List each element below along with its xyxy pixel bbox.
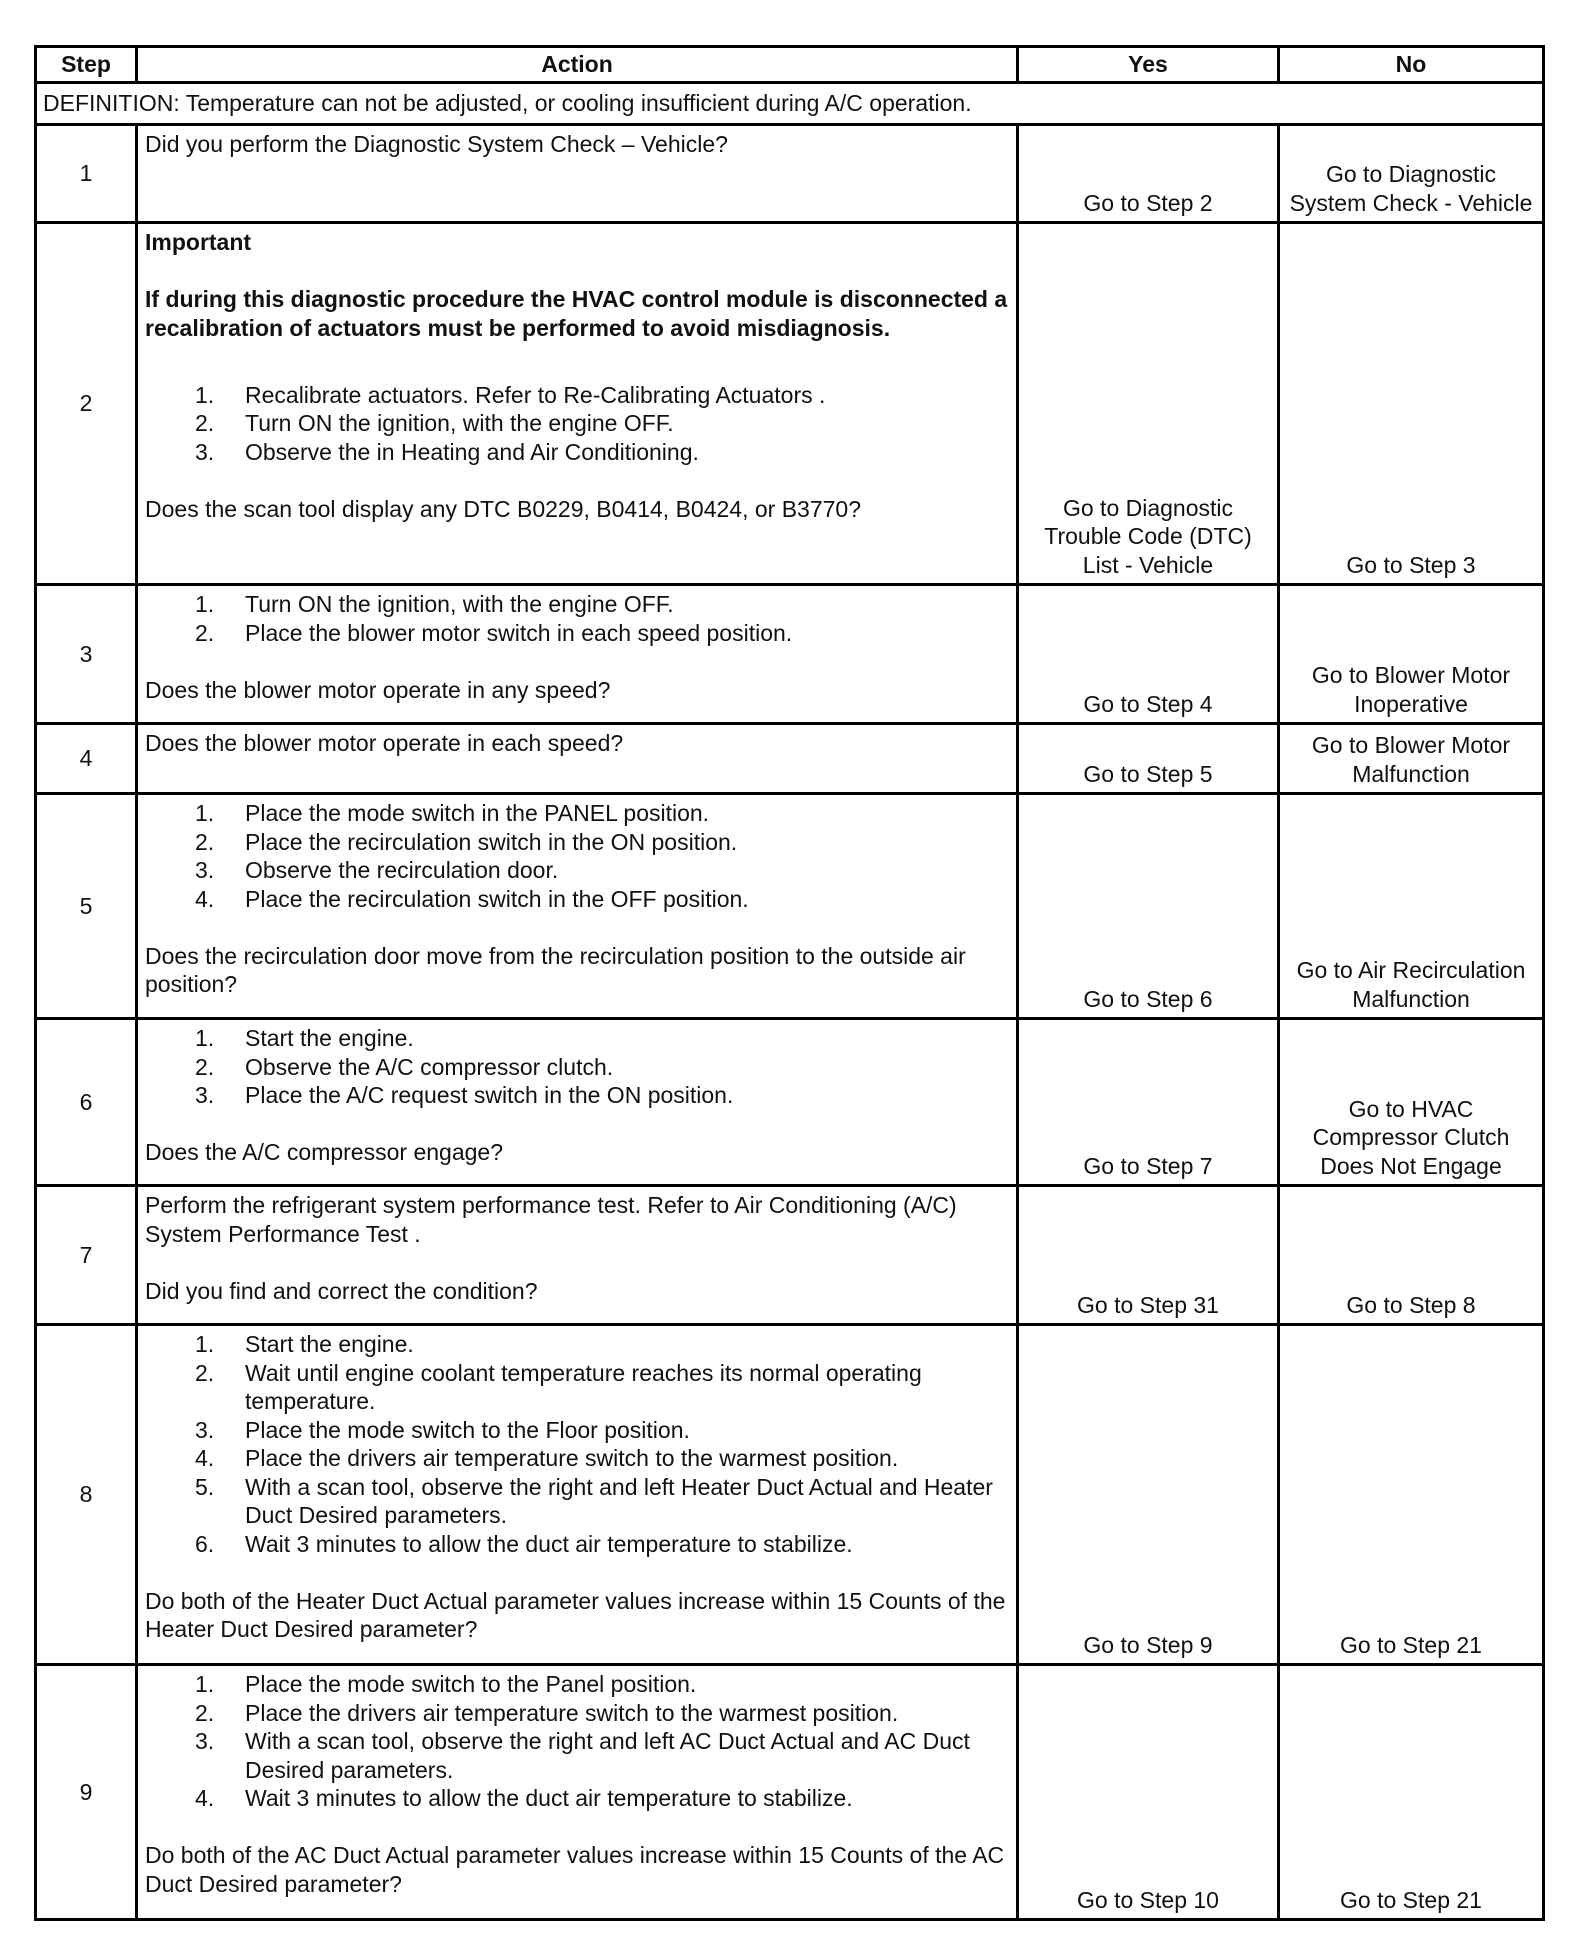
table-row (36, 1665, 1544, 1920)
list-item: 5. With a scan tool, observe the right and left Heater Duct Actual and Heater Duct Desired parameters. (195, 1473, 993, 1528)
action-cell (137, 794, 1018, 1019)
step-number: 5 (36, 794, 137, 1019)
definition-row (36, 83, 1544, 125)
diagnostic-table (34, 45, 1545, 1921)
header-no: No (1279, 47, 1544, 83)
list-item: 1. Recalibrate actuators. Refer to Re-Calibrating Actuators . (195, 381, 826, 408)
list-item: 2. Place the blower motor switch in each speed position. (195, 619, 793, 646)
intro-text: Perform the refrigerant system performance test. Refer to Air Conditioning (A/C) System Performance Test . (145, 1192, 957, 1247)
table-row (36, 585, 1544, 724)
step-number: 7 (36, 1186, 137, 1325)
action-cell (137, 1019, 1018, 1186)
table-row (36, 125, 1544, 223)
yes-cell: Go to Step 9 (1018, 1325, 1279, 1665)
list-item: 2. Observe the A/C compressor clutch. (195, 1053, 614, 1080)
list-item: 3. With a scan tool, observe the right and left AC Duct Actual and AC Duct Desired parameters. (195, 1728, 970, 1783)
list-item: 3. Observe the in Heating and Air Conditioning. (195, 438, 699, 465)
action-cell (137, 223, 1018, 585)
question-text: Did you perform the Diagnostic System Check – Vehicle? (145, 131, 728, 157)
yes-cell: Go to Step 5 (1018, 724, 1279, 794)
yes-cell: Go to Step 10 (1018, 1665, 1279, 1920)
action-cell (137, 125, 1018, 223)
yes-cell: Go to Diagnostic Trouble Code (DTC) List - Vehicle (1018, 223, 1279, 585)
step-number: 9 (36, 1665, 137, 1920)
step-list (145, 1330, 1012, 1558)
definition-text: DEFINITION: Temperature can not be adjusted, or cooling insufficient during A/C operation. (36, 83, 1544, 125)
important-title: Important (145, 229, 252, 255)
action-cell (137, 1325, 1018, 1665)
list-item: 4. Place the recirculation switch in the OFF position. (195, 885, 749, 912)
yes-cell: Go to Step 4 (1018, 585, 1279, 724)
step-number: 6 (36, 1019, 137, 1186)
list-item: 4. Place the drivers air temperature switch to the warmest position. (195, 1445, 899, 1471)
question-text: Does the A/C compressor engage? (145, 1139, 503, 1165)
question-text: Do both of the AC Duct Actual parameter values increase within 15 Counts of the AC Duct Desired parameter? (145, 1842, 1005, 1897)
question-text: Does the blower motor operate in any speed? (145, 676, 611, 703)
list-item: 1. Place the mode switch to the Panel position. (195, 1671, 697, 1697)
list-item: 2. Wait until engine coolant temperature reaches its normal operating temperature. (195, 1359, 922, 1414)
table-row (36, 1325, 1544, 1665)
step-list (145, 1670, 1012, 1813)
list-item: 4. Wait 3 minutes to allow the duct air temperature to stabilize. (195, 1785, 853, 1811)
header-step: Step (36, 47, 137, 83)
no-cell: Go to Blower Motor Malfunction (1279, 724, 1544, 794)
step-list (145, 799, 1012, 913)
list-item: 1. Turn ON the ignition, with the engine OFF. (195, 591, 674, 617)
table-row (36, 794, 1544, 1019)
no-cell: Go to Step 8 (1279, 1186, 1544, 1325)
important-text: If during this diagnostic procedure the HVAC control module is disconnected a recalibration of actuators must be performed to avoid misdiagnosis. (145, 286, 1008, 341)
step-list (145, 1024, 1012, 1110)
action-cell (137, 724, 1018, 794)
action-cell (137, 1186, 1018, 1325)
step-number: 2 (36, 223, 137, 585)
yes-cell: Go to Step 7 (1018, 1019, 1279, 1186)
no-cell: Go to Step 3 (1279, 223, 1544, 585)
list-item: 2. Place the drivers air temperature switch to the warmest position. (195, 1699, 899, 1726)
question-text: Does the scan tool display any DTC B0229, B0414, B0424, or B3770? (145, 495, 862, 522)
step-list (145, 590, 1012, 647)
no-cell: Go to Blower Motor Inoperative (1279, 585, 1544, 724)
no-cell: Go to HVAC Compressor Clutch Does Not Engage (1279, 1019, 1544, 1186)
no-cell: Go to Air Recirculation Malfunction (1279, 794, 1544, 1019)
no-cell: Go to Step 21 (1279, 1325, 1544, 1665)
list-item: 2. Turn ON the ignition, with the engine OFF. (195, 410, 674, 436)
diagnostic-table-container (34, 45, 1542, 1921)
step-number: 4 (36, 724, 137, 794)
step-number: 8 (36, 1325, 137, 1665)
question-text: Does the recirculation door move from the recirculation position to the outside air position? (145, 942, 966, 997)
table-row (36, 724, 1544, 794)
action-cell (137, 1665, 1018, 1920)
list-item: 2. Place the recirculation switch in the ON position. (195, 828, 738, 855)
no-cell: Go to Step 21 (1279, 1665, 1544, 1920)
list-item: 3. Place the mode switch to the Floor position. (195, 1416, 690, 1443)
table-row (36, 1019, 1544, 1186)
header-row (36, 47, 1544, 83)
yes-cell: Go to Step 31 (1018, 1186, 1279, 1325)
list-item: 1. Start the engine. (195, 1331, 414, 1357)
step-list (145, 381, 1012, 467)
action-cell (137, 585, 1018, 724)
header-action: Action (137, 47, 1018, 83)
step-number: 3 (36, 585, 137, 724)
question-text: Do both of the Heater Duct Actual parameter values increase within 15 Counts of the Heater Duct Desired parameter? (145, 1587, 1006, 1642)
list-item: 1. Start the engine. (195, 1025, 414, 1051)
header-yes: Yes (1018, 47, 1279, 83)
table-row (36, 223, 1544, 585)
step-number: 1 (36, 125, 137, 223)
question-text: Does the blower motor operate in each speed? (145, 730, 624, 756)
list-item: 3. Place the A/C request switch in the ON position. (195, 1082, 734, 1108)
question-text: Did you find and correct the condition? (145, 1277, 538, 1304)
yes-cell: Go to Step 2 (1018, 125, 1279, 223)
list-item: 6. Wait 3 minutes to allow the duct air temperature to stabilize. (195, 1530, 853, 1557)
table-row (36, 1186, 1544, 1325)
yes-cell: Go to Step 6 (1018, 794, 1279, 1019)
no-cell: Go to Diagnostic System Check - Vehicle (1279, 125, 1544, 223)
list-item: 3. Observe the recirculation door. (195, 857, 559, 883)
list-item: 1. Place the mode switch in the PANEL position. (195, 800, 710, 826)
